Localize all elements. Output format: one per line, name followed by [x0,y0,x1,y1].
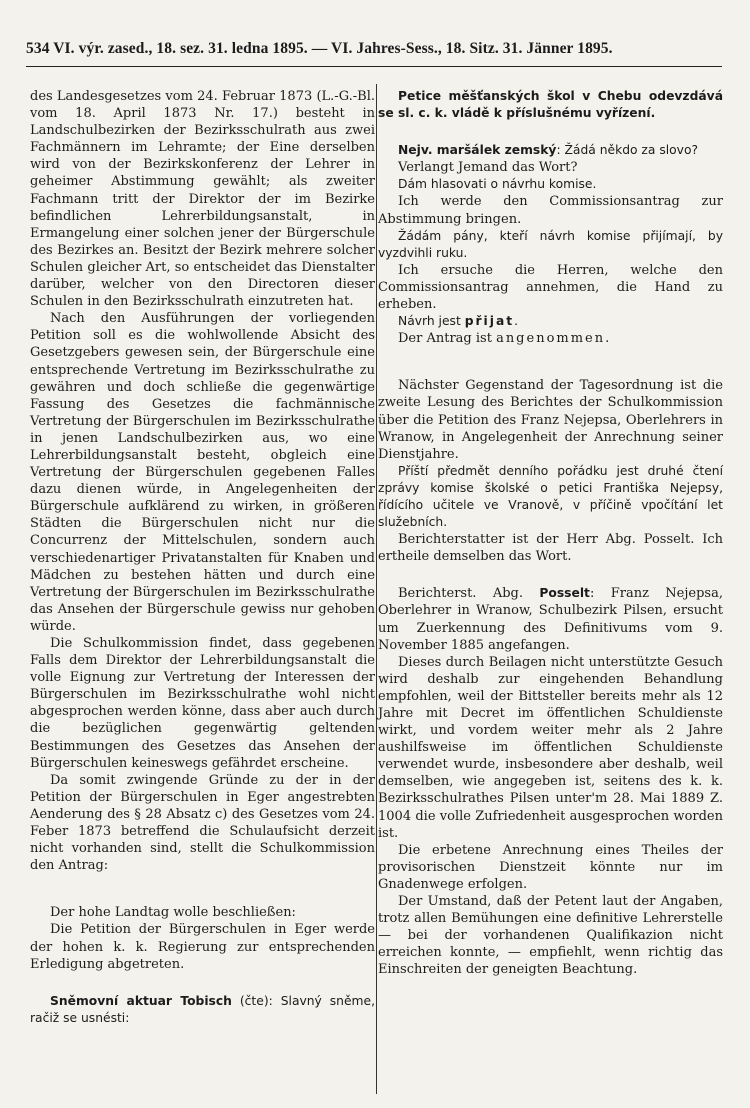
left-paragraph-2: Nach den Ausführungen der vorliegenden Petition soll es die wohlwollende Absicht des Gesetzgebers gewesen sein, der Bürgerschule eine entsprechende Vertretung im Bezirksschulrathe zu gewähren und doch schließe die gegenwärtige Fassung des Gesetzes die fachmännische Vertretung der Bürgerschulen im Bezirksschulrathe in jenen Landschulbezirken aus, wo eine Lehrerbildungsanstalt besteht, obgleich eine Vertretung der Bürgerschulen gegebenen Falles dazu dienen würde, in Angelegenheiten der Bürgerschule aufklärend zu wirken, in größeren Städten die Bürgerschulen nicht nur die Concurrenz der Mittelschulen, sondern auch verschiedenartiger Privatanstalten für Knaben und Mädchen zu bestehen hätten und durch eine Vertretung der Bürgerschulen im Bezirksschulrathe das Ansehen der Bürgerschule gewiss nur gehoben würde. [30,311,375,634]
right-column [378,88,723,979]
resolution-intro: Der hohe Landtag wolle beschließen: [50,905,296,921]
resolution-text: Die Petition der Bürgerschulen in Eger werde der hohen k. k. Regierung zur entsprechenden Erledigung abgetreten. [30,922,375,972]
report-paragraph-2: Die erbetene Anrechnung eines Theiles der provisorischen Dienstzeit könnte nur im Gnadenwege erfolgen. [378,842,723,892]
report-paragraph-3: Der Umstand, daß der Petent laut der Angaben, trotz allen Bemühungen eine definitive Lehrerstelle — bei der vorhandenen Qualifikazion nicht erreichen konnte, — empfiehlt, wenn richtig das Einschreiten der geneigten Beachtung. [378,894,723,978]
speaker-name: Sněmovní aktuar Tobisch [50,993,232,1008]
vote-announce-cz: Dám hlasovati o návrhu komise. [398,177,597,192]
hands-request-cz: Žádám pány, kteří návrh komise přijímají, by vyzdvihli ruku. [378,228,723,260]
rapporteur-intro: Berichterstatter ist der Herr Abg. Posselt. Ich ertheile demselben das Wort. [378,532,723,565]
result-end: . [605,331,610,347]
czech-resolution: Petice měšťanských škol v Chebu odevzdává se sl. c. k. vládě k příslušnému vyřízení. [378,89,723,121]
spacer [378,347,723,377]
question-text: : Žádá někdo za slovo? [556,143,699,158]
chair-question-cz [378,142,723,159]
next-item-cz: Příští předmět denního pořádku jest druhé čtení zprávy komise školské o petici Františka Nejepsy, řídícího učitele ve Vranově, v příčině vpočítání let služebních. [378,463,723,530]
speaker-name: Posselt [539,586,590,601]
actuary-text: (čte): Slavný sněme, račiž se usnésti: [30,993,375,1025]
hands-request-de: Ich ersuche die Herren, welche den Commissionsantrag annehmen, die Hand zu erheben. [378,262,723,313]
report-paragraph-1: Dieses durch Beilagen nicht unterstützte Gesuch wird deshalb zur eingehenden Behandlung empfohlen, weil der Bittsteller bereits mehr als 12 Jahre mit Decret im öffentlichen Schuldienste wirkt, und vordem weiter mehr als 2 Jahre aushilfsweise im öffentlichen Schuldienste verwendet wurde, insbesondere aber deshalb, weil demselben, wie angegeben ist, seitens des k. k. Bezirksschulrathes Pilsen unter'm 28. Mai 1889 Z. 1004 die volle Zufriedenheit ausgesprochen worden ist. [378,654,723,841]
rapporteur-report [378,585,723,653]
result-cz [378,313,723,330]
speaker-name: Nejv. maršálek zemský [398,143,557,158]
result-end: . [514,314,519,329]
result-keyword: angenommen [496,331,606,347]
chair-question-de: Verlangt Jemand das Wort? [398,160,578,176]
next-item-de: Nächster Gegenstand der Tagesordnung ist die zweite Lesung des Berichtes der Schulkommission über die Petition des Franz Nejepsa, Oberlehrers in Wranow, in Angelegenheit der Anrechnung seiner Dienstjahre. [378,378,723,462]
left-paragraph-4: Da somit zwingende Gründe zu der in der Petition der Bürgerschulen in Eger angestrebten Aenderung des § 28 Absatz c) des Gesetzes vom 24. Feber 1873 betreffend die Schulaufsicht derzeit nicht vorhanden sind, stellt die Schulkommission den Antrag: [30,772,375,874]
result-text: Návrh jest [398,314,465,329]
page-header: 534 VI. výr. zased., 18. sez. 31. ledna 1895. — VI. Jahres-Sess., 18. Sitz. 31. Jänner 1895. [26,40,613,57]
header-rule [26,66,722,67]
rapporteur-prefix: Berichterst. Abg. [398,586,540,602]
result-keyword: přijat [464,314,515,329]
spacer [30,874,375,904]
actuary-reading [30,993,375,1027]
spacer [30,973,375,993]
result-text: Der Antrag ist [398,331,497,347]
left-paragraph-3: Die Schulkommission findet, dass gegebenen Falls dem Direktor der Lehrerbildungsanstalt die volle Eignung zur Vertretung der Interessen der Bürgerschulen im Bezirksschulrathe wohl nicht abgesprochen werden könne, dass aber auch durch die bezüglichen gegenwärtig geltenden Bestimmungen des Gesetzes das Ansehen der Bürgerschulen keineswegs gefährdet erscheine. [30,636,375,771]
spacer [378,565,723,585]
rapporteur-text: : Franz Nejepsa, Oberlehrer in Wranow, Schulbezirk Pilsen, ersucht um Zuerkennung des Definitivums vom 9. November 1885 angefangen. [378,586,723,653]
spacer [378,122,723,142]
result-de [378,330,723,347]
left-column [30,88,375,1027]
column-divider [376,84,377,1094]
vote-announce-de: Ich werde den Commissionsantrag zur Abstimmung bringen. [378,194,723,227]
left-paragraph-1: des Landesgesetzes vom 24. Februar 1873 (L.-G.-Bl. vom 18. April 1873 Nr. 17.) besteht in Landschulbezirken der Bezirksschulrath aus zwei Fachmännern im Lehramte; der Eine derselben wird von der Bezirkskonferenz der Lehrer in geheimer Abstimmung gewählt; als zweiter Fachmann tritt der Direktor der im Bezirke befindlichen Lehrerbildungsanstalt, in Ermangelung einer solchen jener der Bürgerschule des Bezirkes an. Besitzt der Bezirk mehrere solcher Schulen gleicher Art, so entscheidet das Dienstalter darüber, welcher von den Directoren dieser Schulen in den Bezirksschulrath einzutreten hat. [30,89,375,310]
